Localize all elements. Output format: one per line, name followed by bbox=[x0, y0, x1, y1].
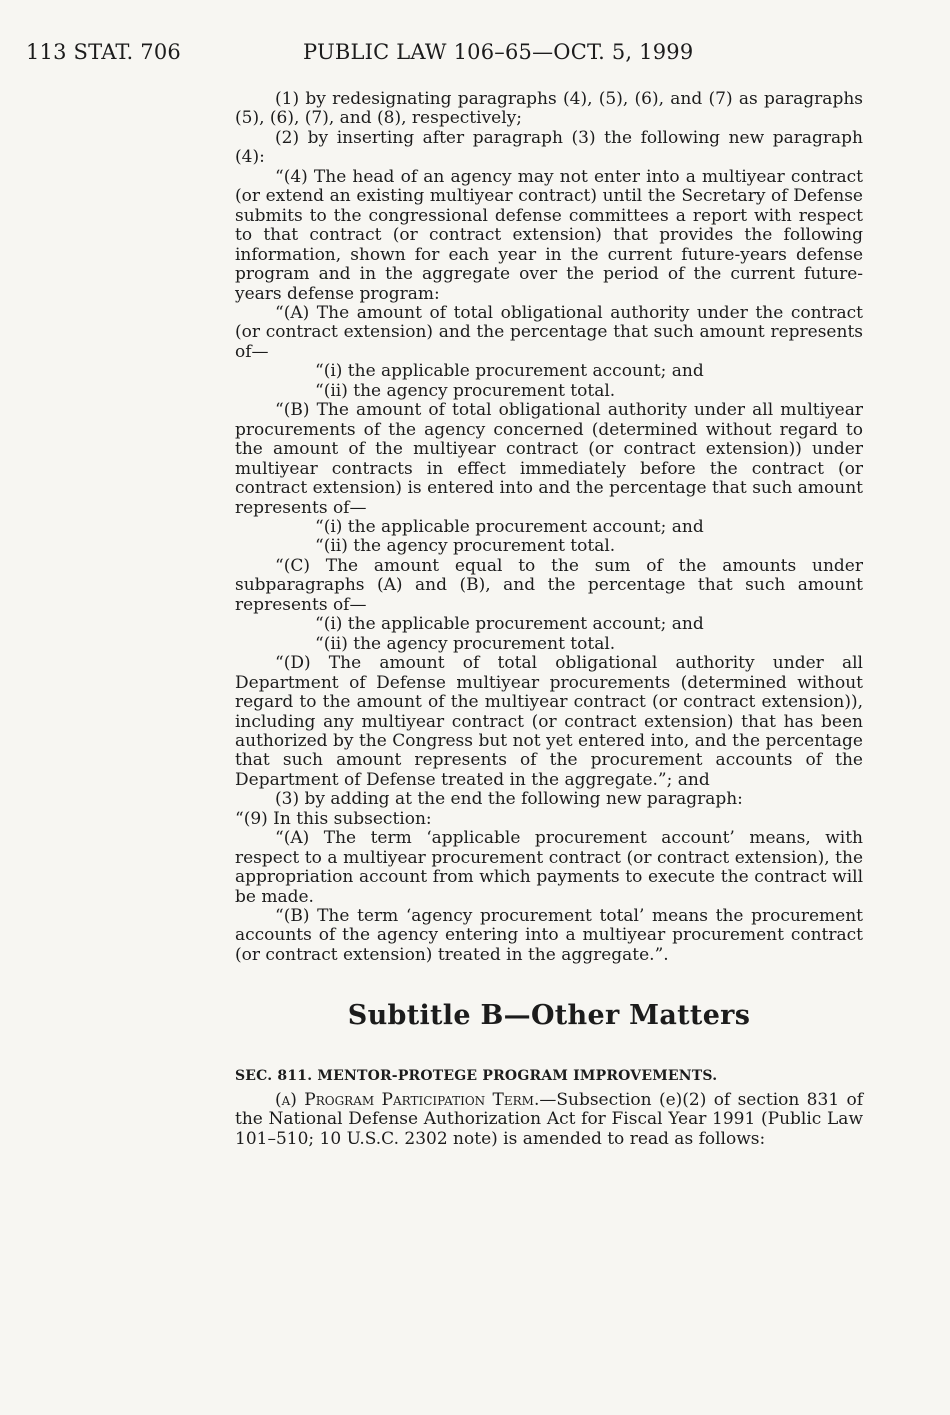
paragraph: “(B) The amount of total obligational authority under all multiyear procurements of the agency concerned (determined without regard to the amount of the multiyear contract (or contract extension)) under multiyear contracts in effect immediately before the contract (or contract extension) is entered into and the percentage that such amount represents of— bbox=[235, 400, 863, 518]
paragraph: “(A) The amount of total obligational authority under the contract (or contract extension) and the percentage that such amount represents of— bbox=[235, 302, 863, 362]
paragraph: “(4) The head of an agency may not enter into a multiyear contract (or extend an existing multiyear contract) until the Secretary of Defense submits to the congressional defense committees a report with respect to that contract (or contract extension) that provides the following information, shown for each year in the current future-years defense program and in the aggregate over the period of the current future-years defense program: bbox=[235, 166, 863, 304]
paragraph: “(9) In this subsection: bbox=[235, 808, 432, 829]
paragraph: “(C) The amount equal to the sum of the amounts under subparagraphs (A) and (B), and the percentage that such amount represents of— bbox=[235, 555, 863, 615]
clause: “(ii) the agency procurement total. bbox=[315, 633, 616, 654]
paragraph: “(D) The amount of total obligational authority under all Department of Defense multiyear procurements (determined without regard to the amount of the multiyear contract (or contract extension)), including any multiyear contract (or contract extension) that has been authorized by the Congress but not yet entered into, and the percentage that such amount represents of the procurement accounts of the Department of Defense treated in the aggregate.”; and bbox=[235, 653, 863, 790]
paragraph: (1) by redesignating paragraphs (4), (5), (6), and (7) as paragraphs (5), (6), (7), and (8), respectively; bbox=[235, 89, 863, 129]
clause: “(i) the applicable procurement account; and bbox=[315, 361, 704, 382]
paragraph: (3) by adding at the end the following new paragraph: bbox=[275, 789, 743, 810]
statute-page-number: 113 STAT. 706 bbox=[26, 40, 181, 64]
section-heading: SEC. 811. MENTOR-PROTEGE PROGRAM IMPROVEMENTS. bbox=[235, 1068, 718, 1085]
paragraph: (2) by inserting after paragraph (3) the following new paragraph (4): bbox=[235, 127, 863, 168]
subsection-label: (a) Program Participation Term. bbox=[275, 1089, 540, 1110]
paragraph: “(A) The term ‘applicable procurement account’ means, with respect to a multiyear procurement contract (or contract extension), the appropriation account from which payments to execute the contract will be made. bbox=[235, 828, 863, 907]
subsection-text: —Subsection (e)(2) of section 831 of the National Defense Authorization Act for Fiscal Year 1991 (Public Law 101–510; 10 U.S.C. 2302 note) is amended to read as follows: bbox=[235, 1089, 864, 1149]
running-header: PUBLIC LAW 106–65—OCT. 5, 1999 bbox=[303, 40, 694, 64]
paragraph: “(B) The term ‘agency procurement total’ means the procurement accounts of the agency entering into a multiyear procurement contract (or contract extension) treated in the aggregate.”. bbox=[235, 906, 863, 965]
clause: “(ii) the agency procurement total. bbox=[315, 380, 616, 401]
clause: “(i) the applicable procurement account; and bbox=[315, 614, 704, 635]
clause: “(ii) the agency procurement total. bbox=[315, 536, 616, 557]
document-body bbox=[235, 90, 863, 1149]
subtitle-heading: Subtitle B—Other Matters bbox=[347, 1000, 751, 1032]
clause: “(i) the applicable procurement account; and bbox=[315, 516, 704, 537]
section-paragraph bbox=[235, 1091, 863, 1149]
